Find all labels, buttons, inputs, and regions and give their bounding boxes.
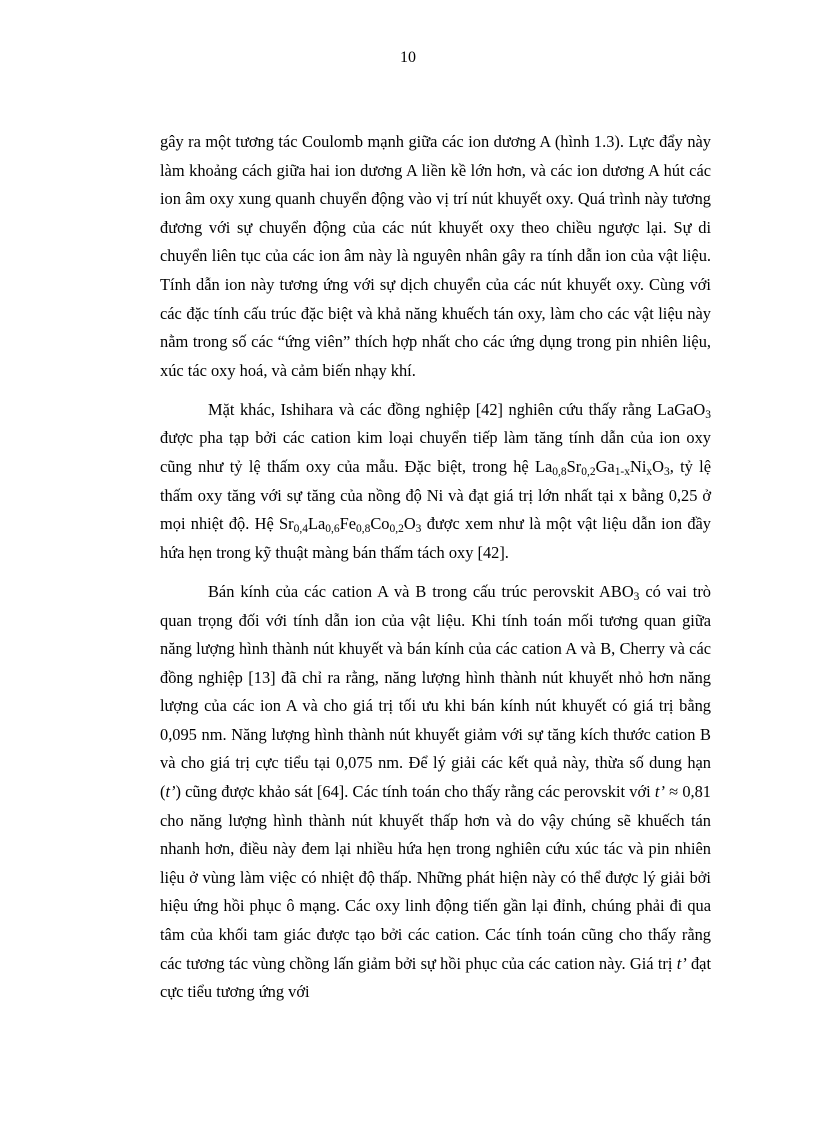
italic-term: t’ xyxy=(654,782,665,802)
text-run: Ga xyxy=(595,457,615,477)
text-run: đạt cực tiểu tương ứng với xyxy=(160,953,711,1002)
subscript: 0,8 xyxy=(552,466,567,479)
subscript: 3 xyxy=(633,591,640,604)
subscript: 0,6 xyxy=(325,523,340,536)
text-run: O xyxy=(403,514,416,534)
subscript: 0,2 xyxy=(389,523,404,536)
text-run: Co xyxy=(370,514,390,534)
subscript: 3 xyxy=(705,409,711,422)
subscript: 0,4 xyxy=(293,523,308,536)
text-run: Ni xyxy=(629,457,647,477)
subscript: x xyxy=(646,466,653,479)
text-run: Sr xyxy=(566,457,582,477)
italic-term: t’ xyxy=(165,782,176,802)
text-run: , tỷ lệ thấm oxy tăng với sự tăng của nồng độ Ni và đạt giá trị lớn nhất tại x bằng 0,25 ở mọi nhiệt độ. Hệ Sr xyxy=(160,457,712,534)
paragraph-2 xyxy=(160,396,711,568)
text-run: O xyxy=(652,457,664,477)
text-run: gây ra một tương tác Coulomb mạnh giữa các ion dương A (hình 1.3). Lực đẩy này làm khoảng cách giữa hai ion dương A liền kề lớn hơn, và các ion dương A hút các ion âm oxy xung quanh chuyển động vào vị trí nút khuyết oxy. Quá trình này tương đương với sự chuyển động của các nút khuyết oxy theo chiều ngược lại. Sự di chuyển liên tục của các ion âm này là nguyên nhân gây ra tính dẫn ion của vật liệu. Tính dẫn ion này tương ứng với sự dịch chuyển của các nút khuyết oxy. Cùng với các đặc tính cấu trúc đặc biệt và khả năng khuếch tán oxy, làm cho các vật liệu này nằm trong số các “ứng viên” thích hợp nhất cho các ứng dụng trong pin nhiên liệu, xúc tác oxy hoá, và cảm biến nhạy khí. xyxy=(160,132,711,380)
text-run: La xyxy=(307,514,326,534)
italic-term: t’ xyxy=(676,953,687,973)
text-run: Bán kính của các cation A và B trong cấu trúc perovskit ABO xyxy=(208,581,634,601)
subscript: 1-x xyxy=(614,466,630,479)
text-run: ≈ 0,81 cho năng lượng hình thành nút khuyết thấp hơn và do vậy chúng sẽ khuếch tán nhanh hơn, điều này đem lại nhiều hứa hẹn trong nghiên cứu xúc tác và pin nhiên liệu ở vùng làm việc có nhiệt độ thấp. Những phát hiện này có thể được lý giải bởi hiệu ứng hồi phục ô mạng. Các oxy linh động tiến gần lại đỉnh, chúng phải đi qua tâm của khối tam giác được tạo bởi các cation. Các tính toán cũng cho thấy rằng các tương tác vùng chồng lấn giảm bởi sự hồi phục của các cation này. Giá trị xyxy=(160,782,712,973)
subscript: 3 xyxy=(663,466,670,479)
body-text xyxy=(160,128,711,1017)
text-run: ) cũng được khảo sát [64]. Các tính toán cho thấy rằng các perovskit với xyxy=(175,782,655,802)
text-run: Mặt khác, Ishihara và các đồng nghiệp [42] nghiên cứu thấy rằng LaGaO xyxy=(208,399,706,419)
text-run: có vai trò quan trọng đối với tính dẫn ion của vật liệu. Khi tính toán mối tương quan giữa năng lượng hình thành nút khuyết và bán kính của các cation A và B, Cherry và các đồng nghiệp [13] đã chỉ ra rằng, năng lượng hình thành nút khuyết nhỏ hơn năng lượng của các ion A và cho giá trị tối ưu khi bán kính nút khuyết có giá trị bằng 0,095 nm. Năng lượng hình thành nút khuyết giảm với sự tăng kích thước cation B và cho giá trị cực tiểu tại 0,075 nm. Để lý giải các kết quả này, thừa số dung hạn ( xyxy=(160,581,711,802)
subscript: 3 xyxy=(415,523,422,536)
text-run: được xem như là một vật liệu dẫn ion đầy hứa hẹn trong kỹ thuật màng bán thấm tách oxy [42]. xyxy=(160,514,711,562)
text-run: Fe xyxy=(339,514,356,534)
subscript: 0,8 xyxy=(356,523,371,536)
text-run: được pha tạp bởi các cation kim loại chuyển tiếp làm tăng tính dẫn của ion oxy cũng như tỷ lệ thấm oxy của mẫu. Đặc biệt, trong hệ La xyxy=(160,428,711,477)
subscript: 0,2 xyxy=(581,466,596,479)
page-number: 10 xyxy=(400,49,416,66)
paragraph-1 xyxy=(160,128,711,385)
paragraph-3 xyxy=(160,578,711,1007)
